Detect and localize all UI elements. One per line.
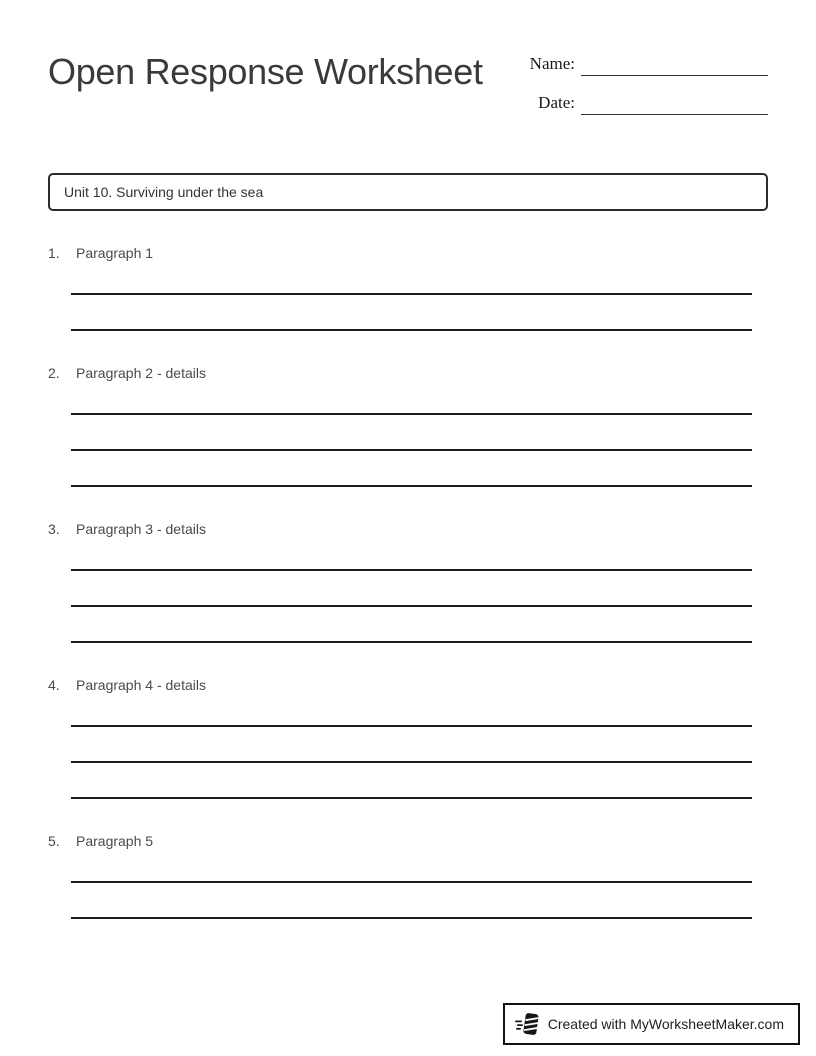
item-head (48, 675, 768, 695)
answer-line (71, 449, 752, 451)
answer-lines (71, 569, 752, 643)
answer-line (71, 293, 752, 295)
items-list (48, 243, 768, 919)
answer-line (71, 917, 752, 919)
item-label: Paragraph 4 - details (76, 677, 206, 693)
answer-line (71, 605, 752, 607)
answer-line (71, 485, 752, 487)
item-label: Paragraph 1 (76, 245, 154, 261)
item-number: 1. (48, 245, 60, 261)
answer-lines (71, 413, 752, 487)
answer-lines (71, 881, 752, 919)
answer-lines (71, 725, 752, 799)
worksheet-item (48, 831, 768, 919)
answer-line (71, 413, 752, 415)
worksheet-item (48, 675, 768, 799)
item-label: Paragraph 3 - details (76, 521, 206, 537)
answer-line (71, 329, 752, 331)
name-date-block (518, 50, 768, 128)
page-title: Open Response Worksheet (48, 51, 483, 92)
answer-lines (71, 293, 752, 331)
date-label: Date: (538, 93, 575, 112)
unit-title: Unit 10. Surviving under the sea (64, 184, 264, 200)
answer-line (71, 797, 752, 799)
worksheet-item (48, 363, 768, 487)
unit-title-box (48, 173, 768, 211)
footer-credit-text: Created with MyWorksheetMaker.com (547, 1016, 784, 1032)
name-label: Name: (529, 54, 575, 73)
date-blank-line (581, 91, 768, 115)
answer-line (71, 569, 752, 571)
item-number: 3. (48, 521, 60, 537)
answer-line (71, 761, 752, 763)
answer-line (71, 641, 752, 643)
answer-line (71, 881, 752, 883)
item-head (48, 519, 768, 539)
worksheet-maker-logo-icon (515, 1011, 540, 1037)
name-blank-line (581, 52, 768, 76)
item-head (48, 831, 768, 851)
worksheet-item (48, 243, 768, 331)
date-field-row (518, 89, 768, 115)
item-head (48, 243, 768, 263)
item-head (48, 363, 768, 383)
item-number: 4. (48, 677, 60, 693)
answer-line (71, 725, 752, 727)
footer-credit-badge (503, 1003, 800, 1045)
item-number: 2. (48, 365, 60, 381)
item-number: 5. (48, 833, 60, 849)
item-label: Paragraph 2 - details (76, 365, 206, 381)
item-label: Paragraph 5 (76, 833, 154, 849)
worksheet-item (48, 519, 768, 643)
name-field-row (518, 50, 768, 76)
header (48, 48, 768, 128)
